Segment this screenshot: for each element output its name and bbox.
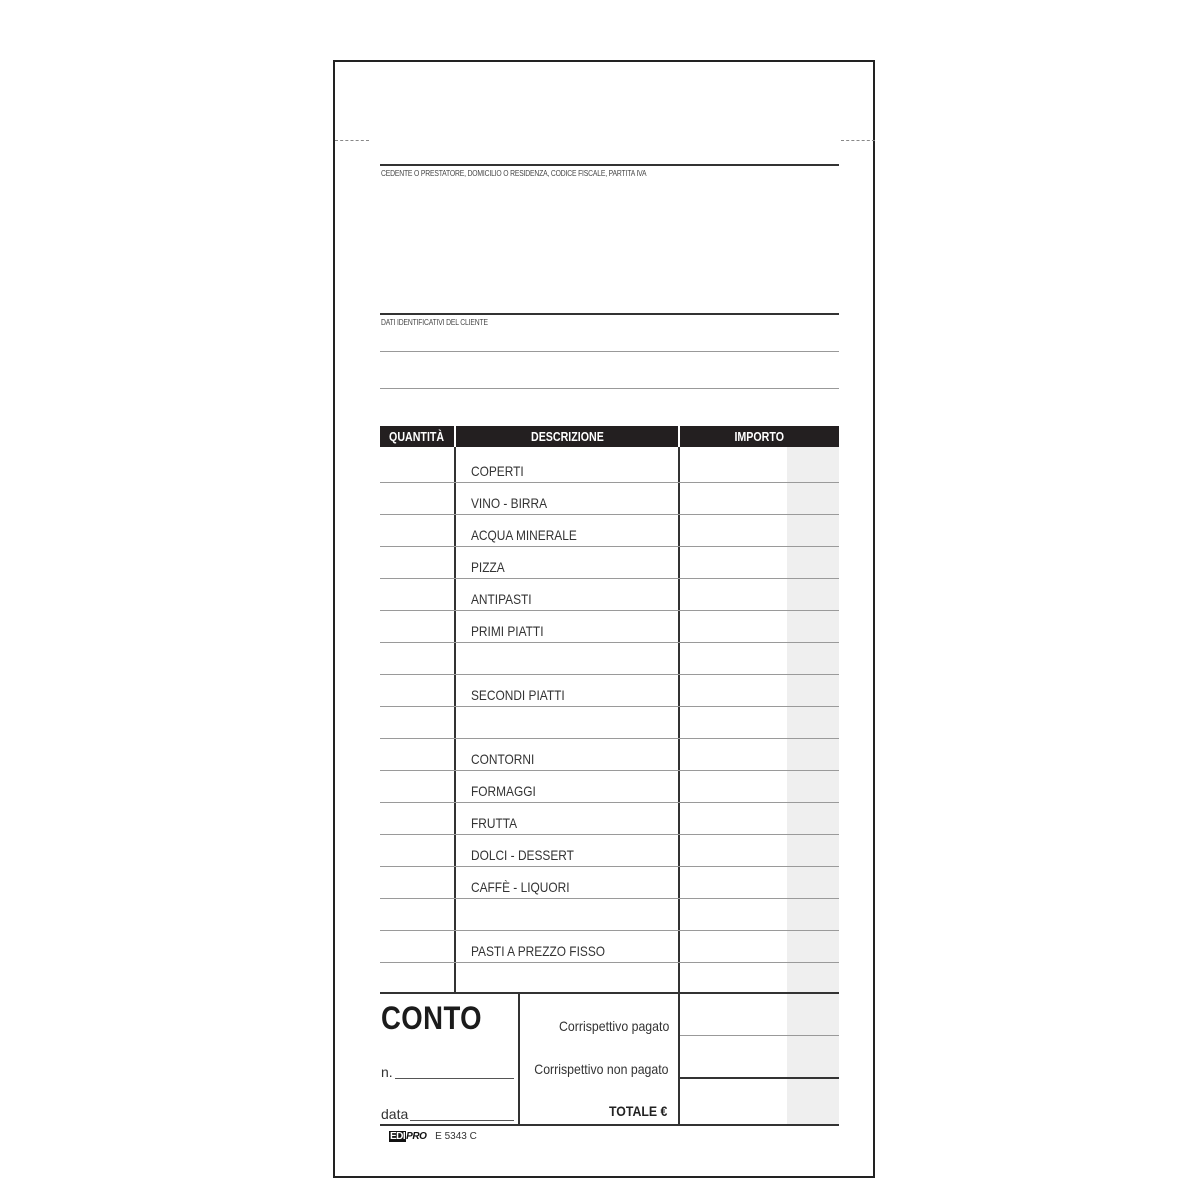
header-quantity: QUANTITÀ — [380, 426, 454, 447]
unpaid-rule — [680, 1077, 839, 1079]
amount-cell[interactable] — [680, 607, 839, 639]
number-field[interactable] — [395, 1078, 514, 1079]
paid-rule — [680, 1035, 839, 1036]
summary-top-rule — [380, 992, 839, 994]
description-cell: DOLCI - DESSERT — [471, 847, 574, 863]
quantity-cell[interactable] — [380, 959, 454, 991]
client-rule — [380, 313, 839, 315]
amount-cell[interactable] — [680, 703, 839, 735]
perforation-left — [335, 140, 369, 141]
quantity-cell[interactable] — [380, 799, 454, 831]
amount-cell[interactable] — [680, 735, 839, 767]
table-row — [380, 799, 839, 831]
description-cell: CONTORNI — [471, 751, 535, 767]
client-line-2 — [380, 388, 839, 389]
description-cell: FRUTTA — [471, 815, 518, 831]
table-row — [380, 895, 839, 927]
date-label: data — [381, 1106, 409, 1122]
quantity-cell[interactable] — [380, 863, 454, 895]
table-row — [380, 863, 839, 895]
table-row — [380, 767, 839, 799]
amount-cell[interactable] — [680, 767, 839, 799]
description-cell: PASTI A PREZZO FISSO — [471, 943, 606, 959]
client-field-line-2[interactable] — [380, 356, 839, 386]
description-cell: ACQUA MINERALE — [471, 527, 577, 543]
amount-cell[interactable] — [680, 895, 839, 927]
table-row — [380, 479, 839, 511]
product-code: E 5343 C — [435, 1131, 477, 1142]
header-amount: IMPORTO — [680, 426, 839, 447]
table-row — [380, 607, 839, 639]
table-row — [380, 447, 839, 479]
table-row — [380, 927, 839, 959]
amount-cell[interactable] — [680, 831, 839, 863]
table-row — [380, 703, 839, 735]
divider-summary-left — [518, 993, 520, 1125]
edipro-logo: EDIPRO — [390, 1131, 427, 1142]
paid-amount-field[interactable] — [680, 995, 839, 1035]
table-row — [380, 543, 839, 575]
number-label: n. — [381, 1064, 393, 1080]
description-cell: PRIMI PIATTI — [471, 623, 544, 639]
description-cell: ANTIPASTI — [471, 591, 532, 607]
unpaid-label: Corrispettivo non pagato — [534, 1061, 669, 1077]
total-label: TOTALE € — [608, 1103, 667, 1119]
total-amount-field[interactable] — [680, 1080, 839, 1123]
description-cell: PIZZA — [471, 559, 505, 575]
summary-bottom-rule — [380, 1124, 839, 1126]
seller-field[interactable] — [380, 182, 839, 312]
client-field-line-1[interactable] — [380, 330, 839, 350]
quantity-cell[interactable] — [380, 511, 454, 543]
table-row — [380, 959, 839, 991]
amount-cell[interactable] — [680, 639, 839, 671]
description-cell: COPERTI — [471, 463, 524, 479]
quantity-cell[interactable] — [380, 735, 454, 767]
quantity-cell[interactable] — [380, 671, 454, 703]
amount-cell[interactable] — [680, 863, 839, 895]
quantity-cell[interactable] — [380, 479, 454, 511]
amount-cell[interactable] — [680, 575, 839, 607]
table-row — [380, 735, 839, 767]
client-line-1 — [380, 351, 839, 352]
quantity-cell[interactable] — [380, 639, 454, 671]
seller-label: CEDENTE O PRESTATORE, DOMICILIO O RESIDENZA, CODICE FISCALE, PARTITA IVA — [381, 169, 647, 178]
quantity-cell[interactable] — [380, 607, 454, 639]
description-cell: SECONDI PIATTI — [471, 687, 565, 703]
amount-cell[interactable] — [680, 479, 839, 511]
description-cell: CAFFÈ - LIQUORI — [471, 879, 570, 895]
quantity-cell[interactable] — [380, 703, 454, 735]
description-cell: VINO - BIRRA — [471, 495, 548, 511]
header-description: DESCRIZIONE — [456, 426, 678, 447]
table-row — [380, 639, 839, 671]
amount-cell[interactable] — [680, 511, 839, 543]
amount-cell[interactable] — [680, 447, 839, 479]
quantity-cell[interactable] — [380, 831, 454, 863]
description-cell: FORMAGGI — [471, 783, 536, 799]
perforation-right — [841, 140, 875, 141]
quantity-cell[interactable] — [380, 575, 454, 607]
table-row — [380, 831, 839, 863]
unpaid-amount-field[interactable] — [680, 1037, 839, 1077]
seller-rule — [380, 164, 839, 166]
amount-cell[interactable] — [680, 959, 839, 991]
amount-cell[interactable] — [680, 799, 839, 831]
amount-cell[interactable] — [680, 671, 839, 703]
quantity-cell[interactable] — [380, 447, 454, 479]
date-field[interactable] — [410, 1120, 514, 1121]
quantity-cell[interactable] — [380, 767, 454, 799]
conto-title: CONTO — [381, 1000, 483, 1036]
table-row — [380, 671, 839, 703]
table-row — [380, 575, 839, 607]
client-label: DATI IDENTIFICATIVI DEL CLIENTE — [381, 318, 488, 327]
amount-cell[interactable] — [680, 543, 839, 575]
footer — [389, 1131, 477, 1142]
quantity-cell[interactable] — [380, 543, 454, 575]
quantity-cell[interactable] — [380, 927, 454, 959]
paid-label: Corrispettivo pagato — [558, 1018, 669, 1034]
quantity-cell[interactable] — [380, 895, 454, 927]
table-row — [380, 511, 839, 543]
amount-cell[interactable] — [680, 927, 839, 959]
